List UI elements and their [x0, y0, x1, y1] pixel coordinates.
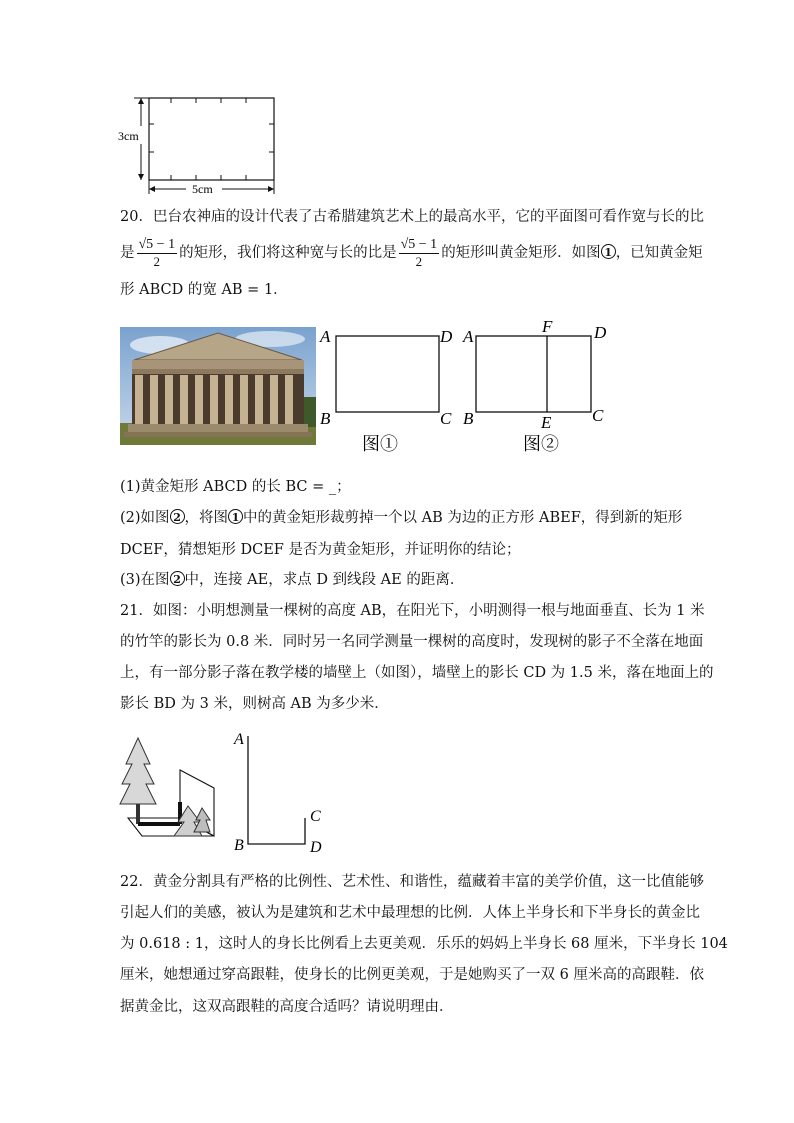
label-d2: D — [594, 323, 607, 342]
label-b: B — [234, 837, 244, 854]
label-a: A — [234, 731, 244, 748]
label-d: D — [440, 327, 453, 346]
q22-line3: 为 0.618 : 1，这时人的身长比例看上去更美观．乐乐的妈妈上半身长 68 厘米，下半身长 104 — [120, 936, 728, 952]
rectangle-3x5 — [149, 98, 274, 180]
q22-line4: 厘米，她想通过穿高跟鞋，使身长的比例更美观，于是她购买了一双 6 厘米高的高跟鞋．依 — [120, 967, 704, 983]
q20-part2-line1: (2)如图 2 ，将图 1 中的黄金矩形裁剪掉一个以 AB 为边的正方形 ABEF，得到新的矩形 — [120, 510, 683, 526]
q20-line2: 是 $\frac{√5 - 1}{2}$ 的矩形，我们将这种宽与长的比是 $\frac{√5 - 1}{2}$ 的矩形叫黄金矩形．如图 1 ，已知黄金矩 — [120, 237, 703, 269]
q21-line4: 影长 BD 为 3 米，则树高 AB 为多少米． — [120, 696, 389, 712]
height-label: 3cm — [118, 129, 139, 143]
circled-number: 1 — [228, 509, 243, 524]
q20-part3: (3)在图 2 中，连接 AE，求点 D 到线段 AE 的距离． — [120, 572, 465, 588]
label-a: A — [320, 327, 331, 346]
circled-number: 2 — [170, 571, 185, 586]
label-a2: A — [463, 327, 474, 346]
q21-line3: 上，有一部分影子落在教学楼的墙壁上（如图），墙壁上的影长 CD 为 1.5 米，落在地面上的 — [120, 665, 714, 681]
label-e: E — [541, 413, 552, 432]
rectangle-abcd — [336, 336, 439, 412]
ruler-rectangle-figure — [112, 92, 287, 200]
label-f: F — [542, 318, 553, 336]
tree-wall-lines — [248, 736, 305, 844]
q22-line5: 据黄金比，这双高跟鞋的高度合适吗？请说明理由． — [120, 999, 454, 1015]
width-label: 5cm — [192, 182, 213, 196]
q22-line2: 引起人们的美感，被认为是建筑和艺术中最理想的比例．人体上半身长和下半身长的黄金比 — [120, 905, 700, 921]
circled-number: 2 — [170, 509, 185, 524]
rectangle-abcd-2 — [476, 336, 591, 412]
label-c: C — [440, 409, 452, 428]
q21-line1: 21．如图：小明想测量一棵树的高度 AB，在阳光下，小明测得一根与地面垂直、长为 1 米 — [120, 603, 705, 619]
q22-line1: 22．黄金分割具有严格的比例性、艺术性、和谐性，蕴藏着丰富的美学价值，这一比值能够 — [120, 874, 704, 890]
label-d: D — [310, 839, 322, 856]
q21-line2: 的竹竿的影长为 0.8 米．同时另一名同学测量一棵树的高度时，发现树的影子不全落在地面 — [120, 634, 704, 650]
tree-height-diagram — [228, 726, 338, 856]
circled-number: 1 — [601, 244, 616, 259]
label-c2: C — [592, 406, 604, 425]
q20-part2-line2: DCEF，猜想矩形 DCEF 是否为黄金矩形，并证明你的结论； — [120, 542, 521, 558]
label-b2: B — [463, 409, 474, 428]
golden-rectangle-figures — [318, 318, 618, 458]
caption-fig1: 图① — [362, 434, 398, 454]
parthenon-photo — [120, 327, 316, 445]
label-c: C — [310, 808, 321, 825]
label-b: B — [320, 409, 331, 428]
caption-fig2: 图② — [523, 434, 559, 454]
q20-line3: 形 ABCD 的宽 AB = 1． — [120, 282, 288, 298]
golden-ratio-fraction-2: $\frac{√5 - 1}{2}$ — [400, 237, 438, 269]
golden-ratio-fraction: $\frac{√5 - 1}{2}$ — [138, 237, 176, 269]
q20-part1: (1)黄金矩形 ABCD 的长 BC = _； — [120, 479, 351, 495]
tree-wall-illustration — [118, 736, 218, 848]
q20-line1: 20．巴台农神庙的设计代表了古希腊建筑艺术上的最高水平，它的平面图可看作宽与长的比 — [120, 209, 704, 225]
